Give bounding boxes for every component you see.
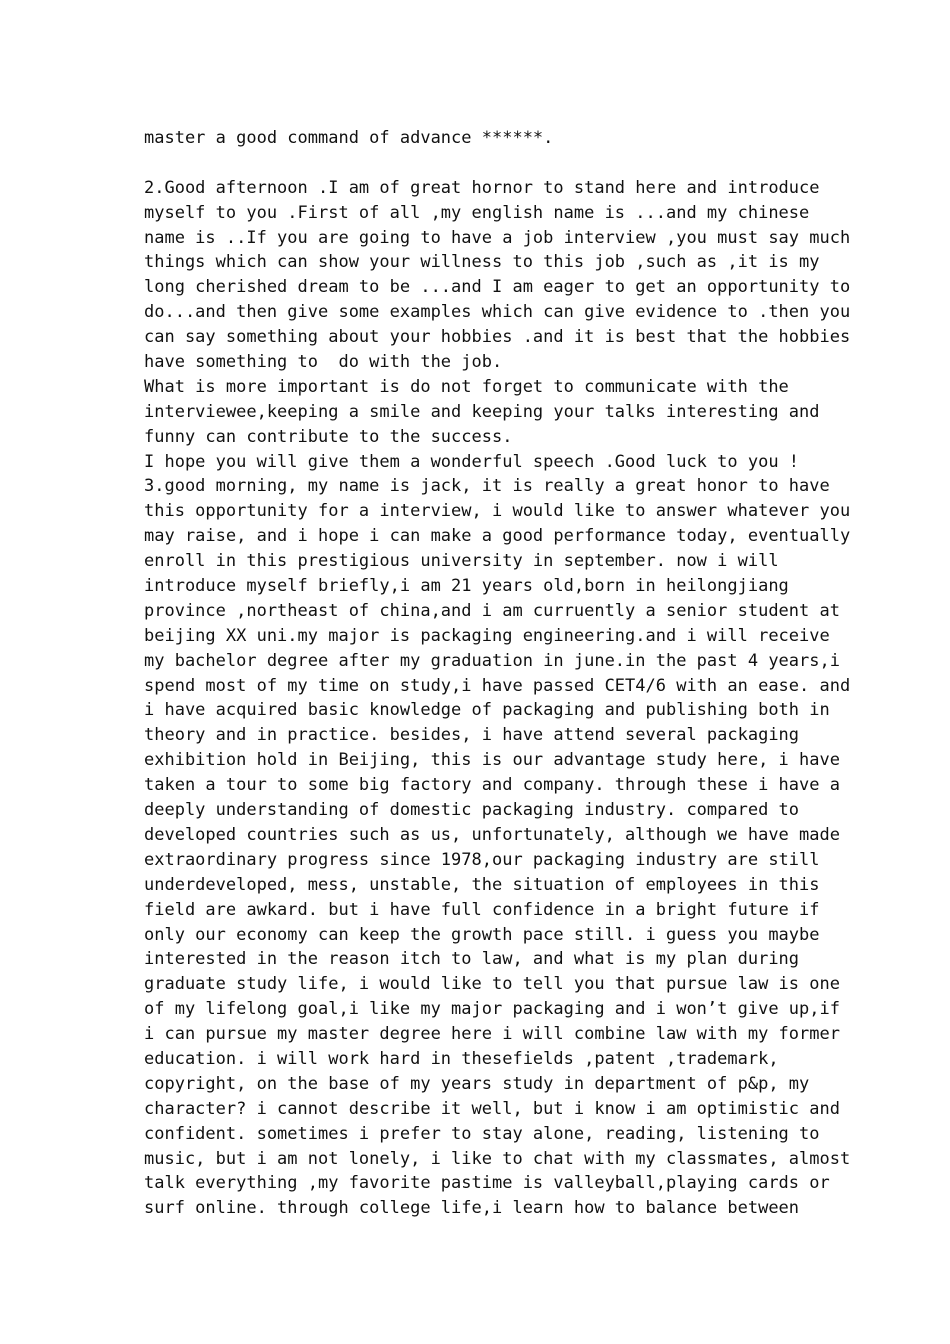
text-line: introduce myself briefly,i am 21 years old,born in heilongjiang bbox=[144, 576, 789, 597]
text-line: long cherished dream to be ...and I am eager to get an opportunity to bbox=[144, 277, 851, 298]
text-line: graduate study life, i would like to tell you that pursue law is one bbox=[144, 974, 840, 995]
text-line: may raise, and i hope i can make a good performance today, eventually bbox=[144, 526, 851, 547]
text-line: funny can contribute to the success. bbox=[144, 426, 513, 447]
text-line: only our economy can keep the growth pace still. i guess you maybe bbox=[144, 924, 820, 945]
text-line: What is more important is do not forget to communicate with the bbox=[144, 376, 789, 397]
text-line: can say something about your hobbies .and it is best that the hobbies bbox=[144, 327, 851, 348]
text-line: i can pursue my master degree here i will combine law with my former bbox=[144, 1024, 840, 1045]
text-line: field are awkard. but i have full confidence in a bright future if bbox=[144, 899, 820, 920]
text-line: character? i cannot describe it well, but i know i am optimistic and bbox=[144, 1098, 840, 1119]
text-line: of my lifelong goal,i like my major packaging and i won’t give up,if bbox=[144, 999, 840, 1020]
text-line: province ,northeast of china,and i am curruently a senior student at bbox=[144, 600, 840, 621]
text-line: confident. sometimes i prefer to stay alone, reading, listening to bbox=[144, 1123, 820, 1144]
text-line: interviewee,keeping a smile and keeping your talks interesting and bbox=[144, 401, 820, 422]
text-line: enroll in this prestigious university in september. now i will bbox=[144, 551, 779, 572]
text-line: deeply understanding of domestic packaging industry. compared to bbox=[144, 800, 800, 821]
text-line: name is ..If you are going to have a job interview ,you must say much bbox=[144, 227, 851, 248]
blank-line bbox=[144, 151, 844, 176]
text-line: music, but i am not lonely, i like to chat with my classmates, almost bbox=[144, 1148, 851, 1169]
text-line: underdeveloped, mess, unstable, the situation of employees in this bbox=[144, 874, 820, 895]
text-line: my bachelor degree after my graduation in june.in the past 4 years,i bbox=[144, 650, 840, 671]
text-line: spend most of my time on study,i have passed CET4/6 with an ease. and bbox=[144, 675, 851, 696]
text-line: theory and in practice. besides, i have attend several packaging bbox=[144, 725, 800, 746]
text-line: exhibition hold in Beijing, this is our advantage study here, i have bbox=[144, 750, 840, 771]
text-line: developed countries such as us, unfortunately, although we have made bbox=[144, 824, 840, 845]
text-line: do...and then give some examples which can give evidence to .then you bbox=[144, 302, 851, 323]
text-line: 3.good morning, my name is jack, it is really a great honor to have bbox=[144, 476, 830, 497]
text-line: i have acquired basic knowledge of packaging and publishing both in bbox=[144, 700, 830, 721]
body-text bbox=[144, 126, 851, 1221]
text-line: copyright, on the base of my years study in department of p&p, my bbox=[144, 1073, 810, 1094]
text-line: 2.Good afternoon .I am of great hornor to stand here and introduce bbox=[144, 177, 820, 198]
text-line: surf online. through college life,i learn how to balance between bbox=[144, 1198, 800, 1219]
text-line: this opportunity for a interview, i would like to answer whatever you bbox=[144, 501, 851, 522]
text-line: things which can show your willness to this job ,such as ,it is my bbox=[144, 252, 820, 273]
text-line: interested in the reason itch to law, and what is my plan during bbox=[144, 949, 800, 970]
text-line: master a good command of advance ******. bbox=[144, 128, 554, 148]
text-line: education. i will work hard in thesefields ,patent ,trademark, bbox=[144, 1048, 779, 1069]
text-line: beijing XX uni.my major is packaging engineering.and i will receive bbox=[144, 625, 830, 646]
text-line: myself to you .First of all ,my english name is ...and my chinese bbox=[144, 202, 810, 223]
text-line: talk everything ,my favorite pastime is valleyball,playing cards or bbox=[144, 1173, 830, 1194]
text-line: I hope you will give them a wonderful speech .Good luck to you ! bbox=[144, 451, 800, 472]
text-line: have something to do with the job. bbox=[144, 352, 503, 373]
text-line: extraordinary progress since 1978,our packaging industry are still bbox=[144, 849, 820, 870]
text-line: taken a tour to some big factory and company. through these i have a bbox=[144, 775, 840, 796]
